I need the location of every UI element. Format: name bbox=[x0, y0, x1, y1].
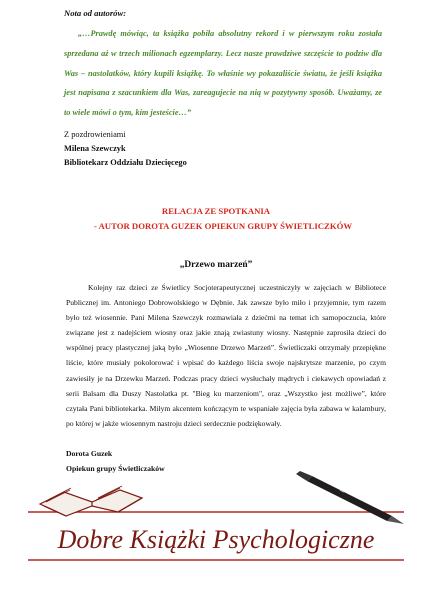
report-title: RELACJA ZE SPOTKANIA bbox=[161, 206, 271, 216]
greeting-line: Z pozdrowieniami bbox=[64, 130, 126, 139]
article-heading: „Drzewo marzeń” bbox=[179, 260, 253, 270]
brand-logo bbox=[0, 462, 432, 600]
note-heading: Nota od autorów: bbox=[64, 8, 127, 18]
note-quote: „…Prawdę mówiąc, ta książka pobiła absolutny rekord i w pierwszym roku została sprzedana aż w trzech milionach egzemplarzy. Lecz nasze prawdziwe szczęście to podziw dla Was – nastolatków, który kupili książkę. To właśnie wy pokazaliście światu, że jeśli książka jest napisana z szacunkiem dla Was, zareagujecie na nią w pozytywny sposób. Uważamy, ze to wiele mówi o tym, kim jesteście…” bbox=[64, 29, 382, 118]
article-body: Kolejny raz dzieci ze Świetlicy Socjoterapeutycznej uczestniczyły w zajęciach w Bibliotece Publicznej im. Antoniego Dobrowolskiego w Dębnie. Jak zawsze było miło i przyjemnie, tym razem było też wiosennie. Pani Milena Szewczyk rozmawiała z dziećmi na temat ich samopoczucia, które związane jest z nadejściem wiosny oraz jakie znają zwiastuny wiosny. Następnie zaprosiła dzieci do wspólnej pracy plastycznej jaką było „Wiosenne Drzewo Marzeń”. Świetliczaki otrzymały przepiękne liście, które musiały pokolorować i wpisać do każdego liścia swoje najskrytsze marzenie, po czym zawiesiły je na Drzewku Marzeń. Podczas pracy dzieci wysłuchały mądrych i ciekawych opowiadań z serii Balsam dla Duszy Nastolatka pt. "Bieg ku marzeniom", oraz „Wszystko jest możliwe”, które czytała Pani bibliotekarka. Miłym akcentem kończącym te wspaniałe zajęcia była zabawa w kalambury, po której w jakże wiosennym nastroju dzieci serdecznie podziękowały. bbox=[66, 283, 386, 428]
greeting-block bbox=[64, 128, 187, 171]
logo-text: Dobre Książki Psychologiczne bbox=[57, 525, 375, 554]
greeting-name: Milena Szewczyk bbox=[64, 144, 126, 154]
greeting-role: Bibliotekarz Oddziału Dziecięcego bbox=[64, 158, 187, 168]
signature-role: Opiekun grupy Świetliczaków bbox=[66, 464, 165, 474]
fountain-pen-icon bbox=[296, 471, 404, 524]
report-title-block bbox=[0, 204, 432, 234]
report-subtitle: - AUTOR DOROTA GUZEK OPIEKUN GRUPY ŚWIETLICZKÓW bbox=[93, 221, 353, 231]
author-note bbox=[64, 8, 382, 123]
signature-name: Dorota Guzek bbox=[66, 449, 113, 458]
